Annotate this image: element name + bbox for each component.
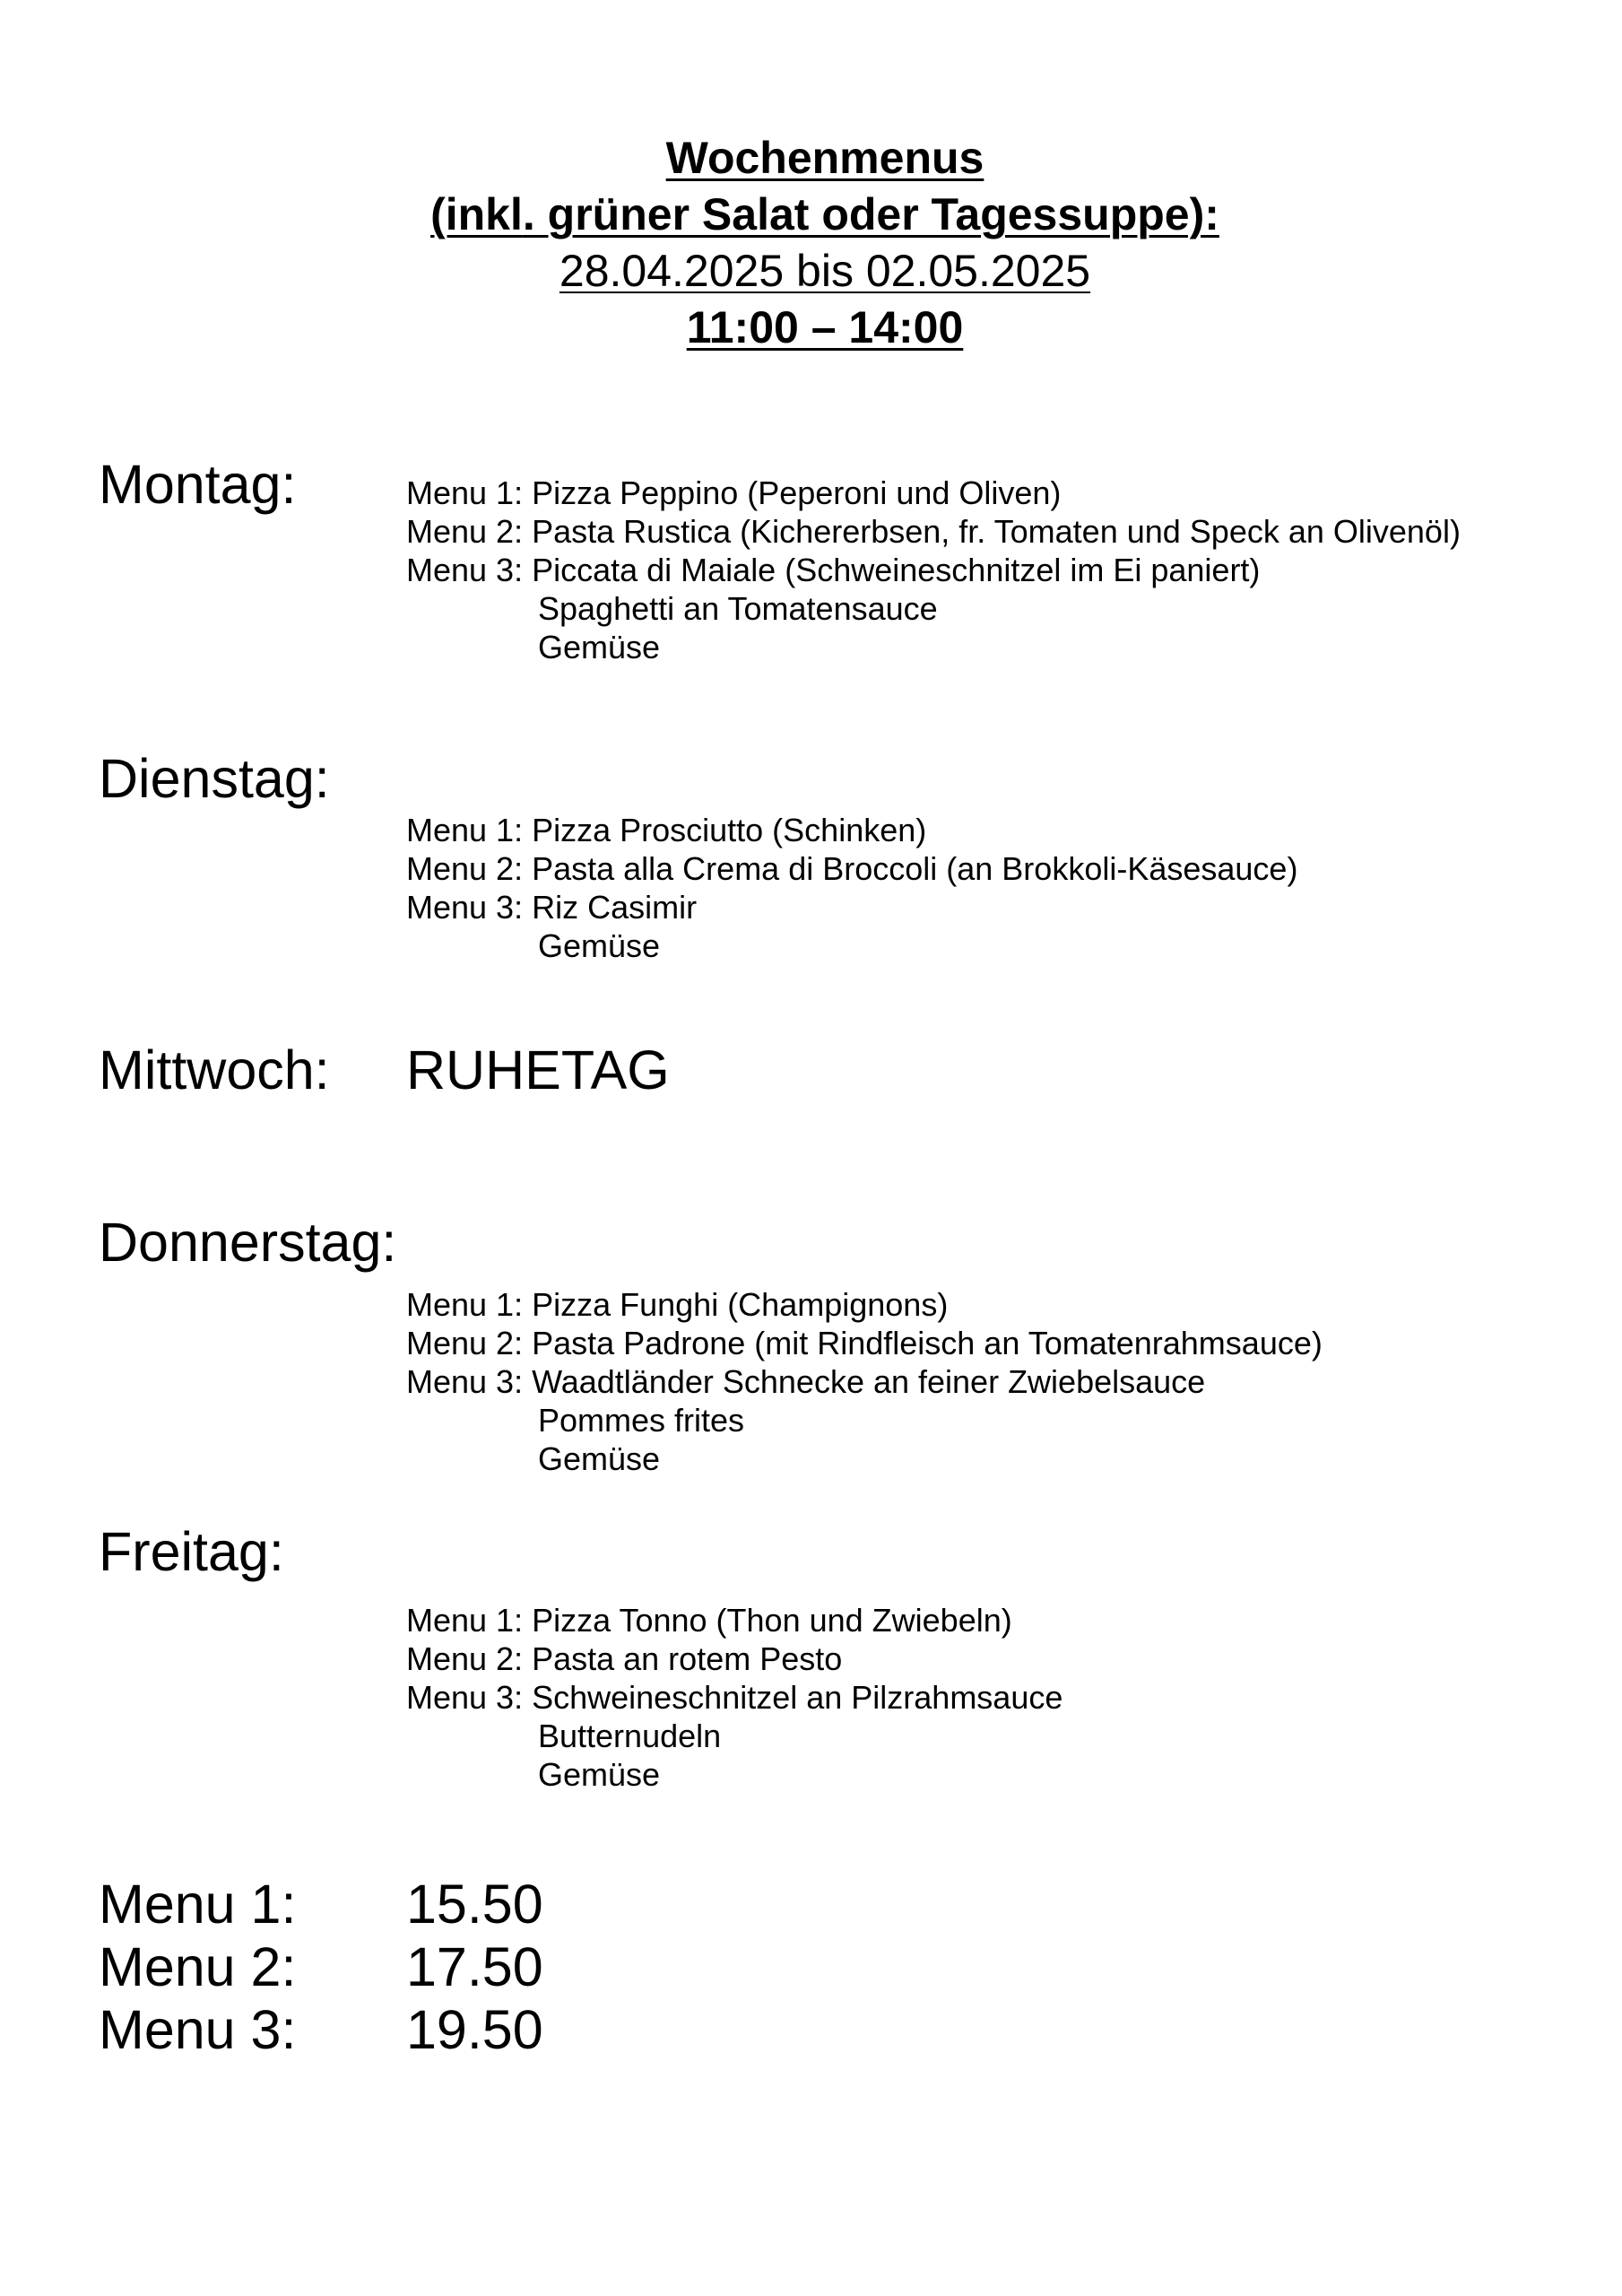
price-value: 19.50: [406, 1999, 543, 2060]
menu-side: Gemüse: [538, 1440, 661, 1477]
page-subtitle-prefix: (inkl: [430, 189, 523, 239]
day-menus-donnerstag: [406, 1285, 1323, 1478]
header-subtitle-line: [0, 187, 1622, 243]
day-label-montag: Montag:: [99, 454, 297, 515]
price-row: [99, 1935, 543, 1998]
price-label: Menu 2:: [99, 1936, 297, 1997]
day-label-mittwoch: Mittwoch:: [99, 1039, 330, 1100]
menu-item: Menu 3: Piccata di Maiale (Schweineschnitzel im Ei paniert): [406, 552, 1261, 588]
menu-item: Menu 2: Pasta alla Crema di Broccoli (an Brokkoli-Käsesauce): [406, 850, 1298, 887]
price-value: 17.50: [406, 1936, 543, 1997]
price-list: [99, 1873, 543, 2061]
menu-item: Menu 1: Pizza Peppino (Peperoni und Oliven): [406, 474, 1062, 511]
menu-side: Butternudeln: [538, 1718, 722, 1754]
header-title-line: [0, 130, 1622, 187]
menu-item: Menu 3: Schweineschnitzel an Pilzrahmsauce: [406, 1679, 1063, 1716]
price-label: Menu 1:: [99, 1874, 297, 1935]
menu-side: Spaghetti an Tomatensauce: [538, 590, 938, 627]
price-row: [99, 1873, 543, 1935]
price-row: [99, 1998, 543, 2061]
opening-hours: 11:00 – 14:00: [686, 302, 964, 352]
header-hours-line: [0, 300, 1622, 356]
document-header: [0, 130, 1622, 356]
menu-item: Menu 2: Pasta Rustica (Kichererbsen, fr. Tomaten und Speck an Olivenöl): [406, 513, 1461, 550]
day-menus-montag: [406, 474, 1461, 666]
menu-side: Gemüse: [538, 927, 661, 964]
day-menus-freitag: [406, 1601, 1063, 1794]
day-menus-dienstag: [406, 811, 1297, 965]
closed-day-notice: RUHETAG: [406, 1039, 670, 1100]
price-value: 15.50: [406, 1874, 543, 1935]
header-dates-line: [0, 243, 1622, 300]
menu-side: Pommes frites: [538, 1402, 745, 1439]
menu-side: Gemüse: [538, 629, 661, 665]
menu-item: Menu 1: Pizza Tonno (Thon und Zwiebeln): [406, 1602, 1012, 1639]
menu-side: Gemüse: [538, 1756, 661, 1793]
menu-item: Menu 3: Riz Casimir: [406, 889, 698, 926]
page-subtitle: . grüner Salat oder Tagessuppe):: [522, 189, 1219, 239]
price-label: Menu 3:: [99, 1999, 297, 2060]
menu-item: Menu 1: Pizza Prosciutto (Schinken): [406, 812, 927, 848]
day-label-freitag: Freitag:: [99, 1521, 284, 1582]
page-title: Wochenmenus: [665, 133, 984, 183]
day-label-dienstag: Dienstag:: [99, 748, 330, 809]
menu-item: Menu 2: Pasta an rotem Pesto: [406, 1640, 843, 1677]
date-range: 28.04.2025 bis 02.05.2025: [559, 246, 1091, 296]
menu-item: Menu 2: Pasta Padrone (mit Rindfleisch an Tomatenrahmsauce): [406, 1325, 1323, 1361]
day-label-donnerstag: Donnerstag:: [99, 1212, 397, 1273]
menu-item: Menu 3: Waadtländer Schnecke an feiner Zwiebelsauce: [406, 1363, 1206, 1400]
menu-item: Menu 1: Pizza Funghi (Champignons): [406, 1286, 949, 1323]
